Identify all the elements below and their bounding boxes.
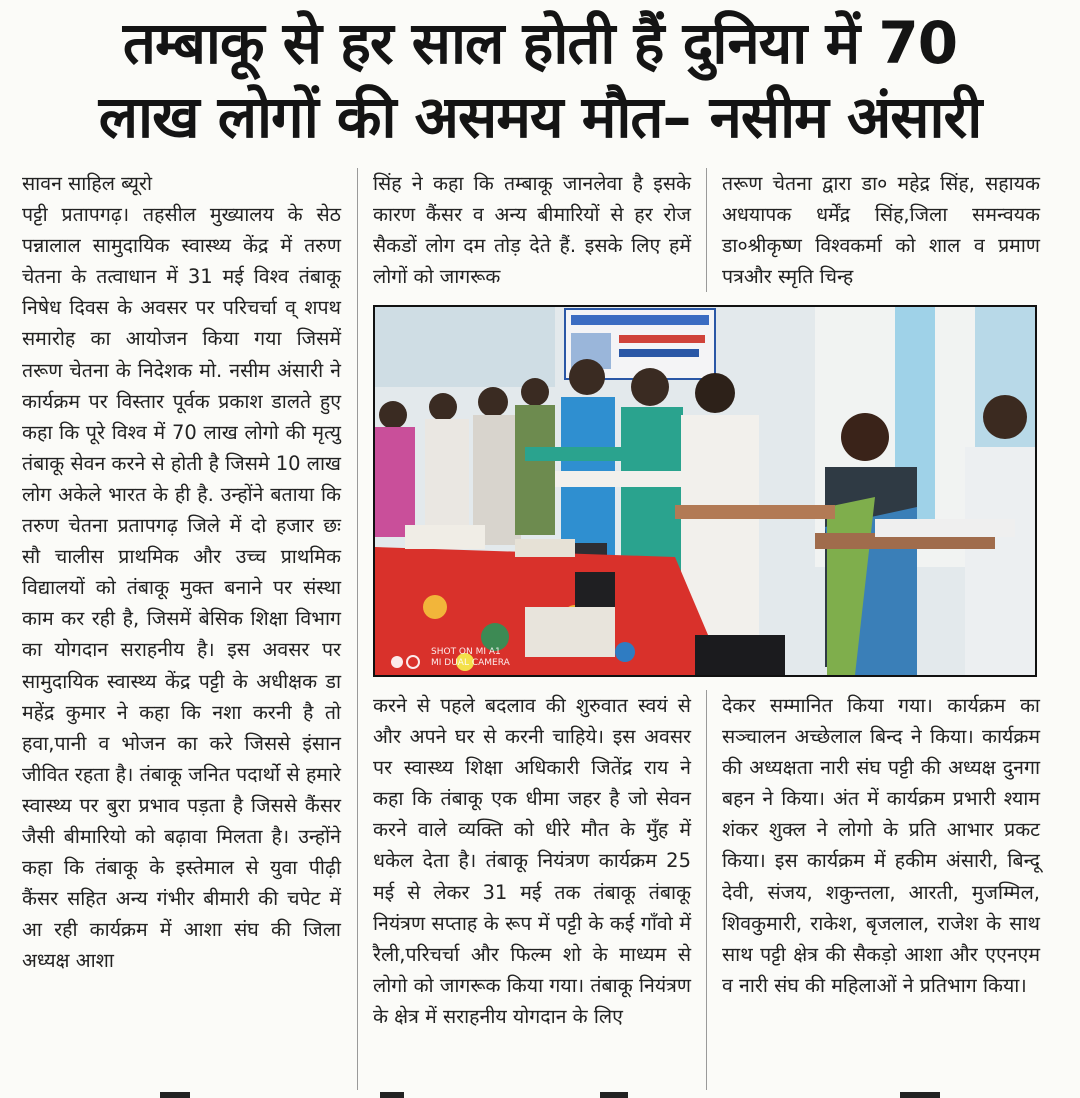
- column-2-bottom-text: करने से पहले बदलाव की शुरुवात स्वयं से और अपने घर से करनी चाहिये। इस अवसर पर स्वास्थ्य शिक्षा अधिकारी जितेंद्र राय ने कहा कि तंबाकू एक धीमा जहर है जो सेवन करने वाले व्यक्ति को धीरे मौत के मुँह में धकेल देता है। तंबाकू नियंत्रण कार्यक्रम 25 मई से लेकर 31 मई तक तंबाकू तंबाकू नियंत्रण सप्ताह के रूप में पट्टी के कई गाँवो में रैली,परिचर्चा और फिल्म शो के माध्यम से लोगो को जागरूक किया गया। तंबाकू नियंत्रण के क्षेत्र में सराहनीय योगदान के लिए: [373, 694, 691, 1028]
- article-column-3-bottom: [722, 690, 1040, 1001]
- column-divider-2-top: [706, 168, 707, 292]
- camera-watermark: [431, 647, 510, 669]
- column-2-top-text: सिंह ने कहा कि तम्बाकू जानलेवा है इसके कारण कैंसर व अन्य बीमारियों से हर रोज सैकडों लोग दम तोड़ देते हैं. इसके लिए हमें लोगों को जागरूक: [373, 172, 691, 289]
- column-divider-1: [357, 168, 358, 1090]
- headline-line-2: लाख लोगों की असमय मौत– नसीम अंसारी: [98, 83, 982, 151]
- event-photo: [373, 305, 1037, 677]
- column-1-text: पट्टी प्रतापगढ़। तहसील मुख्यालय के सेठ पन्नालाल सामुदायिक स्वास्थ्य केंद्र में तरुण चेतना के तत्वाधान में 31 मई विश्व तंबाकू निषेध दिवस के अवसर पर परिचर्चा व् शपथ समारोह का आयोजन किया गया जिसमें तरूण चेतना के निदेशक मो. नसीम अंसारी ने कार्यक्रम पर विस्तार पूर्वक प्रकाश डालते हुए कहा कि पूरे विश्व में 70 लाख लोगो की मृत्यु तंबाकू सेवन करने से होती है जिसमे 10 लाख लोग अकेले भारत के ही है. उन्होंने बताया कि तरुण चेतना प्रतापगढ़ जिले में दो हजार छः सौ चालीस प्राथमिक और उच्च प्राथमिक विद्यालयों को तंबाकू मुक्त बनाने पर संस्था काम कर रही है, जिसमें बेसिक शिक्षा विभाग का योगदान सराहनीय है। इस अवसर पर सामुदायिक स्वास्थ्य केंद्र पट्टी के अधीक्षक डा महेंद्र कुमार ने कहा कि नशा करनी है तो हवा,पानी व भोजन का करे जिससे इंसान जीवित रहता है। तंबाकू जनित पदार्थो से हमारे स्वास्थ्य पर बुरा प्रभाव पड़ता है जिससे कैंसर जैसी बीमारियो को बढ़ावा मिलता है। उन्होंने कहा कि तंबाकू के इस्तेमाल से युवा पीढ़ी कैंसर सहित अन्य गंभीर बीमारी की चपेट में आ रही कार्यक्रम में आशा संघ की जिला अध्यक्ष आशा: [22, 203, 341, 973]
- article-column-2-top: [373, 168, 691, 292]
- headline: [0, 6, 1080, 154]
- camera-watermark-icon: [389, 653, 429, 671]
- article-column-2-bottom: [373, 690, 691, 1032]
- article-column-1: [22, 168, 341, 976]
- headline-line-1: तम्बाकू से हर साल होती हैं दुनिया में 70: [122, 9, 958, 77]
- column-3-bottom-text: देकर सम्मानित किया गया। कार्यक्रम का सञ्चालन अच्छेलाल बिन्द ने किया। कार्यक्रम की अध्यक्षता नारी संघ पट्टी की अध्यक्ष दुनगा बहन ने किया। अंत में कार्यक्रम प्रभारी श्याम शंकर शुक्ल ने लोगो के प्रति आभार प्रकट किया। इस कार्यक्रम में हकीम अंसारी, बिन्दू देवी, संजय, शकुन्तला, आरती, मुजम्मिल, शिवकुमारी, राकेश, बृजलाल, राजेश के साथ साथ पट्टी क्षेत्र की सैकड़ो आशा और एएनएम व नारी संघ की महिलाओं ने प्रतिभाग किया।: [722, 694, 1040, 997]
- article-column-3-top: [722, 168, 1040, 292]
- watermark-line-1: SHOT ON MI A1: [431, 647, 501, 657]
- column-3-top-text: तरूण चेतना द्वारा डा० महेद्र सिंह, सहायक अधयापक धर्मेंद्र सिंह,जिला समन्वयक डा०श्रीकृष्ण विश्वकर्मा को शाल व प्रमाण पत्रऔर स्मृति चिन्ह: [722, 172, 1040, 289]
- byline: सावन साहिल ब्यूरो: [22, 172, 153, 195]
- photo-illustration: [375, 307, 1035, 675]
- watermark-line-2: MI DUAL CAMERA: [431, 658, 510, 668]
- column-divider-2-bottom: [706, 690, 707, 1090]
- next-headline-bleed: [0, 1090, 1080, 1098]
